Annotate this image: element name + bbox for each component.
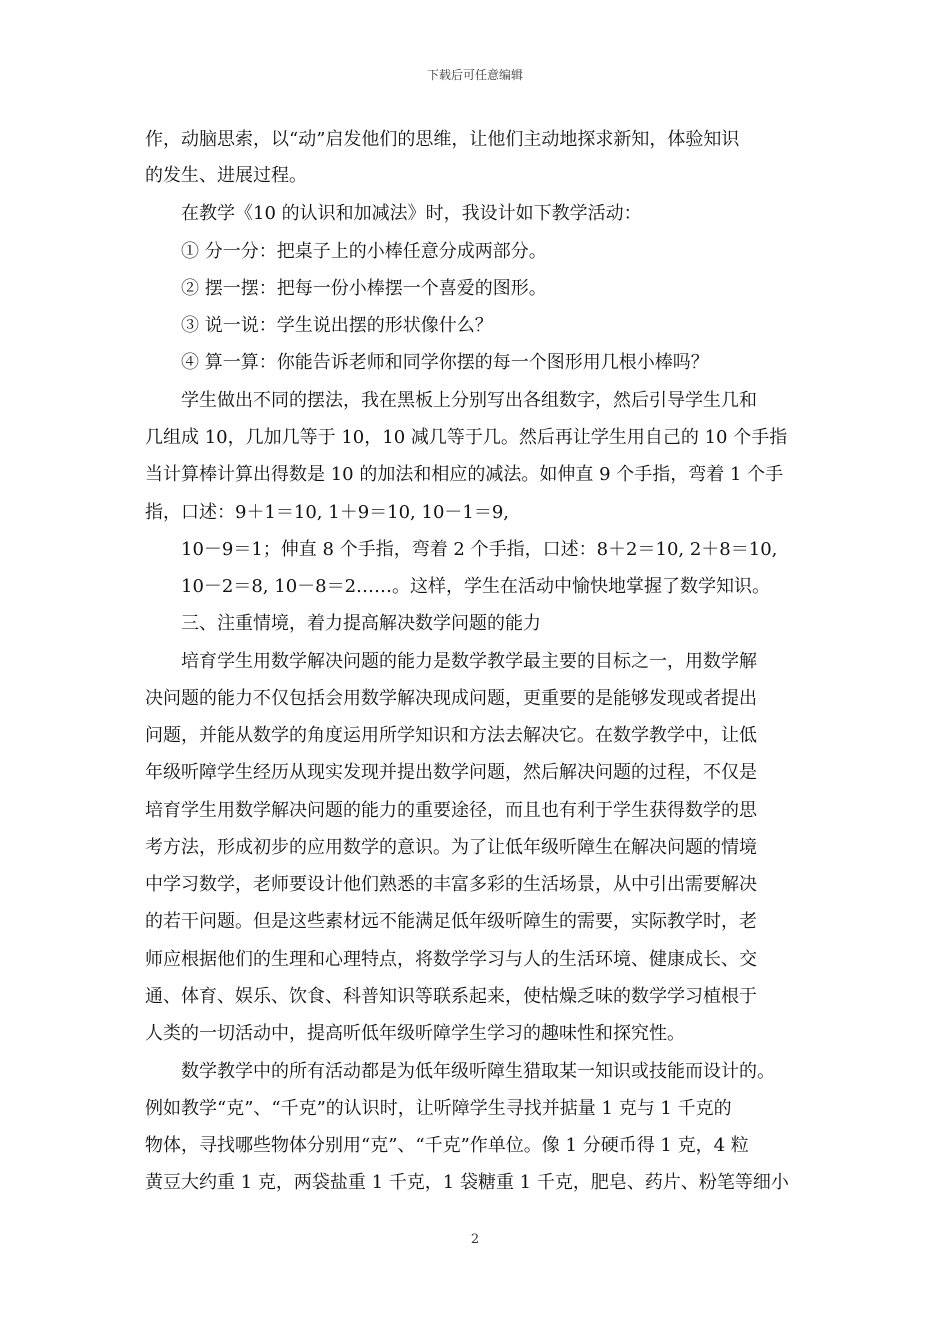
- text-line: 培育学生用数学解决问题的能力是数学教学最主要的目标之一，用数学解: [181, 651, 757, 672]
- list-item: ① 分一分：把桌子上的小棒任意分成两部分。: [181, 241, 547, 262]
- text-line: 学生做出不同的摆法，我在黑板上分别写出各组数字，然后引导学生几和: [181, 390, 757, 411]
- text-line: 指，口述：9＋1＝10, 1＋9＝10, 10－1＝9,: [145, 502, 510, 523]
- text-line: 通、体育、娱乐、饮食、科普知识等联系起来，使枯燥乏味的数学学习植根于: [145, 986, 757, 1007]
- text-line: 数学教学中的所有活动都是为低年级听障生猎取某一知识或技能而设计的。: [181, 1061, 775, 1082]
- page-header: 下载后可任意编辑: [426, 68, 523, 82]
- text-line: 培育学生用数学解决问题的能力的重要途径，而且也有利于学生获得数学的思: [145, 800, 757, 821]
- list-item: ③ 说一说：学生说出摆的形状像什么？: [181, 315, 493, 336]
- text-line: 例如教学“克”、“千克”的认识时，让听障学生寻找并掂量 1 克与 1 千克的: [145, 1098, 732, 1119]
- text-line: 在教学《10 的认识和加减法》时，我设计如下教学活动：: [181, 203, 642, 224]
- text-line: 的发生、进展过程。: [145, 165, 307, 186]
- text-line: 决问题的能力不仅包括会用数学解决现成问题，更重要的是能够发现或者提出: [145, 688, 757, 709]
- text-line: 作，动脑思索，以“动”启发他们的思维，让他们主动地探求新知，体验知识: [145, 129, 740, 150]
- text-line: 物体，寻找哪些物体分别用“克”、“千克”作单位。像 1 分硬币得 1 克，4 粒: [145, 1135, 749, 1156]
- text-line: 当计算棒计算出得数是 10 的加法和相应的减法。如伸直 9 个手指，弯着 1 个手: [145, 464, 784, 485]
- page-number: 2: [470, 1232, 480, 1247]
- text-line: 问题，并能从数学的角度运用所学知识和方法去解决它。在数学教学中，让低: [145, 725, 757, 746]
- section-heading: 三、注重情境，着力提高解决数学问题的能力: [181, 613, 541, 634]
- text-line: 10－9＝1；伸直 8 个手指，弯着 2 个手指，口述：8＋2＝10, 2＋8＝10,: [181, 539, 778, 560]
- list-item: ④ 算一算：你能告诉老师和同学你摆的每一个图形用几根小棒吗？: [181, 352, 709, 373]
- text-line: 黄豆大约重 1 克，两袋盐重 1 千克，1 袋糖重 1 千克，肥皂、药片、粉笔等细小: [145, 1172, 789, 1193]
- text-line: 中学习数学，老师要设计他们熟悉的丰富多彩的生活场景，从中引出需要解决: [145, 874, 757, 895]
- text-line: 人类的一切活动中，提高听低年级听障学生学习的趣味性和探究性。: [145, 1023, 685, 1044]
- text-line: 年级听障学生经历从现实发现并提出数学问题，然后解决问题的过程，不仅是: [145, 762, 757, 783]
- text-line: 10－2＝8, 10－8＝2……。这样，学生在活动中愉快地掌握了数学知识。: [181, 576, 771, 597]
- text-line: 考方法，形成初步的应用数学的意识。为了让低年级听障生在解决问题的情境: [145, 837, 757, 858]
- text-line: 师应根据他们的生理和心理特点，将数学学习与人的生活环境、健康成长、交: [145, 949, 757, 970]
- list-item: ② 摆一摆：把每一份小棒摆一个喜爱的图形。: [181, 278, 547, 299]
- text-line: 几组成 10，几加几等于 10，10 减几等于几。然后再让学生用自己的 10 个手指: [145, 427, 788, 448]
- text-line: 的若干问题。但是这些素材远不能满足低年级听障生的需要，实际教学时，老: [145, 911, 757, 932]
